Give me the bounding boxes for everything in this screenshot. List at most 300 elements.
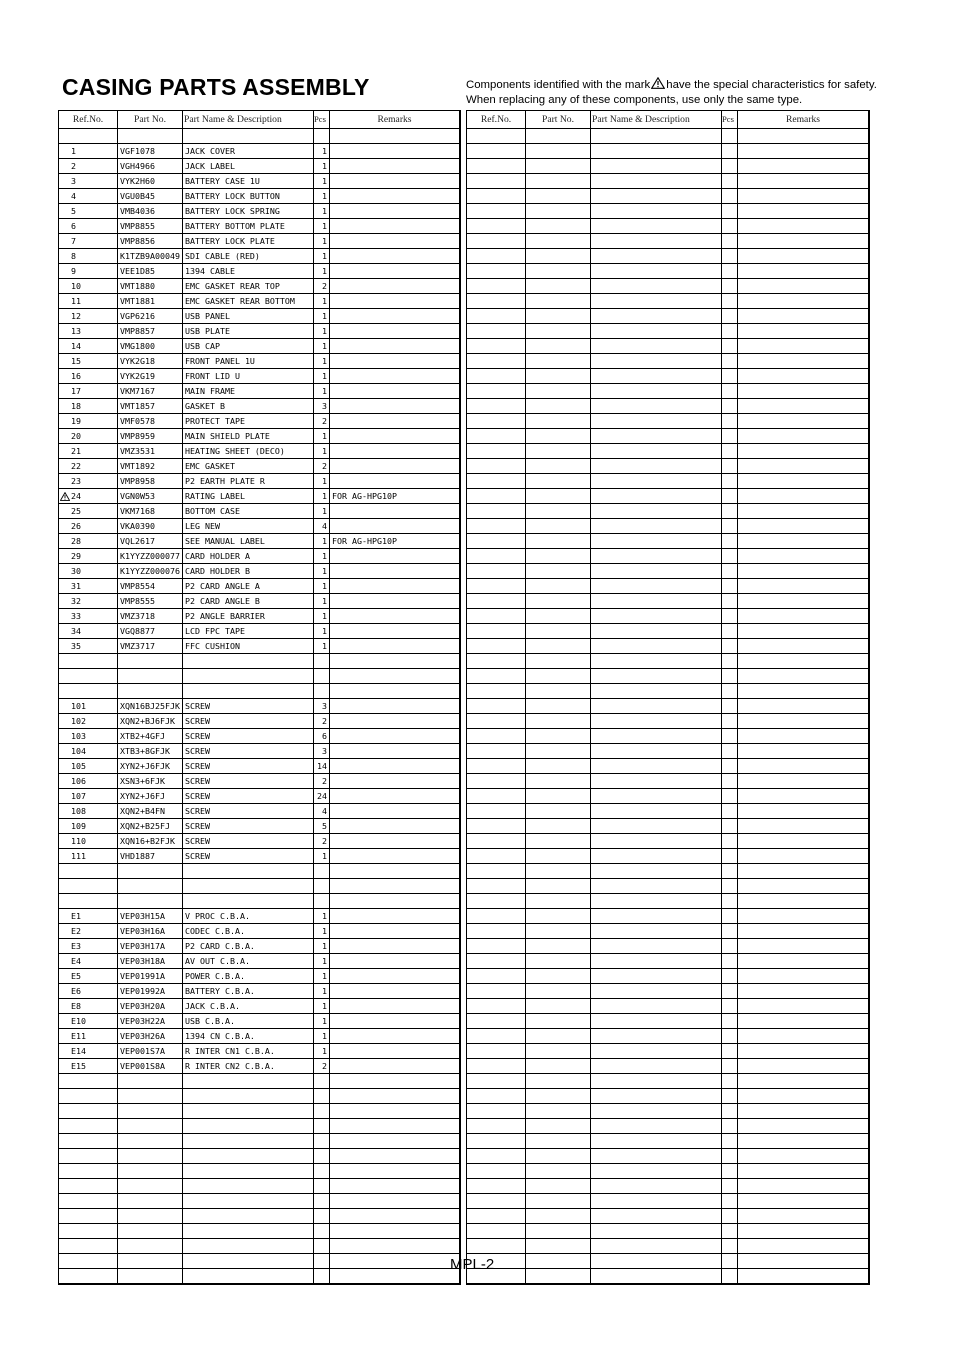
cell-pcs — [314, 1164, 330, 1178]
cell-part-no: XTB3+8GFJK — [118, 744, 183, 758]
cell-pcs — [722, 1179, 738, 1193]
cell-part-no: VKM7167 — [118, 384, 183, 398]
cell-remarks — [738, 279, 868, 293]
cell-pcs: 1 — [314, 249, 330, 263]
cell-ref-no — [467, 699, 526, 713]
cell-part-no: VEP01992A — [118, 984, 183, 998]
table-row — [59, 1254, 459, 1269]
cell-remarks — [330, 444, 459, 458]
cell-remarks — [738, 954, 868, 968]
cell-remarks — [738, 654, 868, 668]
table-row — [59, 1194, 459, 1209]
cell-part-no: VMZ3531 — [118, 444, 183, 458]
cell-part-no: VEP03H18A — [118, 954, 183, 968]
table-row — [59, 1239, 459, 1254]
cell-pcs — [722, 369, 738, 383]
cell-pcs — [722, 1194, 738, 1208]
cell-remarks — [738, 549, 868, 563]
table-row — [467, 279, 868, 294]
cell-pcs — [314, 669, 330, 683]
cell-ref-no: 103 — [59, 729, 118, 743]
cell-part-no — [526, 414, 591, 428]
table-row — [467, 894, 868, 909]
cell-pcs: 1 — [314, 909, 330, 923]
cell-part-no — [526, 969, 591, 983]
cell-part-name: USB PLATE — [183, 324, 314, 338]
cell-part-name — [183, 129, 314, 143]
cell-part-no — [526, 774, 591, 788]
cell-ref-no — [467, 639, 526, 653]
cell-part-no — [526, 534, 591, 548]
cell-pcs: 1 — [314, 624, 330, 638]
table-row — [467, 204, 868, 219]
cell-ref-no: 13 — [59, 324, 118, 338]
cell-pcs: 1 — [314, 189, 330, 203]
cell-part-name — [591, 309, 722, 323]
cell-ref-no — [59, 654, 118, 668]
cell-ref-no: 28 — [59, 534, 118, 548]
cell-ref-no: 102 — [59, 714, 118, 728]
cell-part-no — [526, 174, 591, 188]
cell-remarks — [738, 1164, 868, 1178]
cell-part-name — [183, 894, 314, 908]
cell-pcs: 2 — [314, 279, 330, 293]
table-row — [467, 729, 868, 744]
cell-part-name: USB C.B.A. — [183, 1014, 314, 1028]
cell-part-name — [591, 894, 722, 908]
cell-ref-no — [467, 189, 526, 203]
cell-pcs — [722, 924, 738, 938]
cell-pcs — [722, 774, 738, 788]
table-row — [467, 1059, 868, 1074]
cell-part-name: FRONT PANEL 1U — [183, 354, 314, 368]
cell-part-name — [591, 1119, 722, 1133]
cell-part-name: BOTTOM CASE — [183, 504, 314, 518]
cell-pcs — [314, 1089, 330, 1103]
cell-remarks — [330, 369, 459, 383]
cell-part-name — [591, 489, 722, 503]
cell-pcs: 2 — [314, 459, 330, 473]
cell-remarks — [738, 639, 868, 653]
cell-pcs — [722, 594, 738, 608]
cell-part-name — [591, 609, 722, 623]
cell-part-name: BATTERY LOCK PLATE — [183, 234, 314, 248]
cell-remarks — [738, 1179, 868, 1193]
cell-remarks — [330, 774, 459, 788]
cell-remarks — [330, 999, 459, 1013]
cell-remarks — [330, 939, 459, 953]
cell-pcs: 1 — [314, 999, 330, 1013]
table-row — [467, 519, 868, 534]
cell-ref-no: 5 — [59, 204, 118, 218]
cell-pcs — [722, 564, 738, 578]
table-row — [467, 1044, 868, 1059]
cell-part-no — [526, 549, 591, 563]
table-row — [467, 144, 868, 159]
header-part-name: Part Name & Description — [183, 111, 314, 128]
table-row — [467, 159, 868, 174]
cell-pcs: 1 — [314, 204, 330, 218]
cell-part-no — [118, 1224, 183, 1238]
cell-ref-no: 33 — [59, 609, 118, 623]
cell-pcs: 4 — [314, 804, 330, 818]
cell-pcs — [722, 384, 738, 398]
cell-remarks — [738, 399, 868, 413]
table-row — [59, 639, 459, 654]
table-row — [467, 129, 868, 144]
cell-part-name: P2 CARD ANGLE B — [183, 594, 314, 608]
cell-remarks — [738, 354, 868, 368]
cell-remarks — [738, 219, 868, 233]
cell-part-no — [526, 864, 591, 878]
cell-ref-no — [467, 459, 526, 473]
table-row — [59, 1179, 459, 1194]
cell-pcs — [722, 219, 738, 233]
header-part-no: Part No. — [118, 111, 183, 128]
cell-part-name: JACK COVER — [183, 144, 314, 158]
cell-part-no: VEP001S8A — [118, 1059, 183, 1073]
table-row — [467, 789, 868, 804]
cell-pcs: 2 — [314, 1059, 330, 1073]
cell-remarks — [738, 234, 868, 248]
cell-remarks — [330, 1059, 459, 1073]
cell-remarks — [330, 1119, 459, 1133]
table-row — [467, 954, 868, 969]
cell-remarks — [330, 324, 459, 338]
cell-part-no: VEP03H20A — [118, 999, 183, 1013]
cell-pcs: 1 — [314, 969, 330, 983]
table-row — [467, 1014, 868, 1029]
cell-part-name — [591, 969, 722, 983]
cell-remarks: FOR AG-HPG10P — [332, 491, 397, 501]
cell-pcs — [314, 1149, 330, 1163]
cell-part-name: P2 EARTH PLATE R — [183, 474, 314, 488]
cell-part-name — [591, 144, 722, 158]
cell-ref-no: 15 — [59, 354, 118, 368]
table-row — [59, 1149, 459, 1164]
cell-remarks — [738, 1194, 868, 1208]
cell-pcs — [722, 1059, 738, 1073]
cell-remarks — [738, 669, 868, 683]
cell-pcs — [722, 1134, 738, 1148]
cell-pcs — [722, 669, 738, 683]
table-row — [59, 684, 459, 699]
cell-ref-no — [467, 954, 526, 968]
cell-remarks — [330, 849, 459, 863]
cell-part-no — [118, 1089, 183, 1103]
cell-part-name — [591, 294, 722, 308]
cell-ref-no: E2 — [59, 924, 118, 938]
cell-remarks — [330, 714, 459, 728]
cell-part-name — [183, 1179, 314, 1193]
cell-pcs — [722, 1164, 738, 1178]
table-row — [467, 354, 868, 369]
cell-part-no: VMP8857 — [118, 324, 183, 338]
cell-ref-no — [467, 744, 526, 758]
table-row — [59, 369, 459, 384]
cell-pcs: 1 — [314, 324, 330, 338]
cell-remarks — [330, 204, 459, 218]
cell-part-no: VGH4966 — [118, 159, 183, 173]
table-row — [59, 399, 459, 414]
cell-remarks — [738, 384, 868, 398]
cell-remarks — [330, 624, 459, 638]
table-row — [59, 939, 459, 954]
cell-ref-no — [467, 924, 526, 938]
cell-part-name — [591, 519, 722, 533]
cell-part-no — [526, 654, 591, 668]
cell-remarks — [330, 219, 459, 233]
cell-part-name — [183, 1209, 314, 1223]
cell-pcs: 1 — [314, 564, 330, 578]
table-row — [59, 924, 459, 939]
cell-remarks — [330, 1029, 459, 1043]
cell-part-name — [591, 504, 722, 518]
cell-remarks — [738, 774, 868, 788]
cell-remarks — [738, 249, 868, 263]
cell-part-no — [526, 939, 591, 953]
cell-part-no — [118, 1164, 183, 1178]
cell-remarks — [330, 174, 459, 188]
cell-pcs — [722, 1029, 738, 1043]
cell-remarks — [738, 1119, 868, 1133]
cell-part-no — [526, 1074, 591, 1088]
cell-ref-no: 14 — [59, 339, 118, 353]
cell-part-no: VEP03H17A — [118, 939, 183, 953]
cell-part-no — [526, 129, 591, 143]
cell-part-no: VMP8855 — [118, 219, 183, 233]
table-row — [59, 519, 459, 534]
cell-remarks — [330, 399, 459, 413]
cell-part-no — [526, 639, 591, 653]
cell-part-name: CODEC C.B.A. — [183, 924, 314, 938]
table-row — [467, 864, 868, 879]
table-row — [59, 474, 459, 489]
cell-remarks — [738, 1149, 868, 1163]
warning-triangle-icon — [651, 77, 665, 94]
cell-part-no — [526, 879, 591, 893]
cell-pcs — [722, 969, 738, 983]
cell-ref-no — [467, 1014, 526, 1028]
cell-ref-no — [59, 1089, 118, 1103]
cell-ref-no — [467, 1209, 526, 1223]
cell-pcs — [722, 414, 738, 428]
cell-part-name — [591, 699, 722, 713]
cell-ref-no — [467, 1059, 526, 1073]
cell-ref-no: 18 — [59, 399, 118, 413]
cell-pcs — [722, 579, 738, 593]
cell-part-no — [118, 1104, 183, 1118]
cell-part-no: XQN16BJ25FJK — [118, 699, 183, 713]
cell-part-no — [118, 879, 183, 893]
cell-pcs: 1 — [314, 384, 330, 398]
cell-remarks — [738, 339, 868, 353]
cell-remarks — [738, 819, 868, 833]
table-row — [59, 414, 459, 429]
cell-remarks — [330, 1209, 459, 1223]
cell-remarks — [330, 249, 459, 263]
cell-pcs — [722, 714, 738, 728]
cell-part-no — [118, 1239, 183, 1253]
safety-note-line-2: When replacing any of these components, use only the same type. — [466, 93, 803, 106]
cell-part-name — [591, 684, 722, 698]
page-title: CASING PARTS ASSEMBLY — [62, 74, 370, 100]
cell-remarks — [330, 924, 459, 938]
table-row — [59, 624, 459, 639]
table-row — [467, 474, 868, 489]
table-row — [59, 1089, 459, 1104]
cell-part-name: FFC CUSHION — [183, 639, 314, 653]
cell-part-no: VMP8958 — [118, 474, 183, 488]
cell-remarks — [738, 1239, 868, 1253]
cell-part-name — [183, 1194, 314, 1208]
cell-ref-no — [467, 789, 526, 803]
cell-ref-no — [467, 714, 526, 728]
cell-ref-no: 29 — [59, 549, 118, 563]
cell-pcs — [722, 639, 738, 653]
cell-part-no: XQN2+BJ6FJK — [118, 714, 183, 728]
cell-pcs — [722, 504, 738, 518]
cell-part-name: RATING LABEL — [183, 489, 314, 503]
table-row — [467, 879, 868, 894]
cell-remarks — [330, 309, 459, 323]
cell-part-no — [526, 264, 591, 278]
cell-part-no: VMZ3717 — [118, 639, 183, 653]
cell-ref-no — [59, 894, 118, 908]
table-row — [59, 774, 459, 789]
cell-part-name — [591, 924, 722, 938]
cell-remarks — [330, 819, 459, 833]
table-body — [59, 129, 459, 1283]
table-row — [59, 564, 459, 579]
cell-remarks — [330, 414, 459, 428]
cell-part-no: VKM7168 — [118, 504, 183, 518]
cell-part-name — [591, 744, 722, 758]
cell-pcs: 1 — [314, 234, 330, 248]
cell-remarks — [738, 804, 868, 818]
table-row — [59, 144, 459, 159]
cell-part-name — [183, 1134, 314, 1148]
cell-ref-no — [467, 309, 526, 323]
cell-remarks — [330, 1089, 459, 1103]
cell-ref-no — [467, 774, 526, 788]
cell-part-no — [526, 219, 591, 233]
cell-part-name — [591, 1044, 722, 1058]
safety-note — [466, 77, 877, 107]
cell-ref-no — [467, 564, 526, 578]
cell-ref-no — [467, 159, 526, 173]
cell-ref-no — [59, 1239, 118, 1253]
cell-part-no: VEP03H16A — [118, 924, 183, 938]
cell-part-name — [591, 1134, 722, 1148]
cell-remarks — [738, 519, 868, 533]
table-row — [467, 759, 868, 774]
cell-part-no — [526, 609, 591, 623]
table-row — [467, 969, 868, 984]
table-row — [467, 654, 868, 669]
cell-remarks — [738, 894, 868, 908]
page-number: MPL-2 — [450, 1256, 495, 1273]
cell-pcs — [314, 1239, 330, 1253]
cell-part-name — [591, 354, 722, 368]
cell-remarks — [738, 984, 868, 998]
table-row — [467, 1224, 868, 1239]
cell-remarks — [738, 204, 868, 218]
cell-ref-no: 105 — [59, 759, 118, 773]
cell-remarks — [738, 189, 868, 203]
table-row — [467, 609, 868, 624]
cell-part-name: 1394 CABLE — [183, 264, 314, 278]
table-row — [59, 324, 459, 339]
cell-part-no — [118, 684, 183, 698]
cell-pcs — [722, 519, 738, 533]
cell-part-name — [591, 324, 722, 338]
cell-part-no — [526, 1209, 591, 1223]
cell-remarks — [330, 354, 459, 368]
cell-part-name: USB CAP — [183, 339, 314, 353]
cell-part-no — [526, 564, 591, 578]
cell-remarks — [330, 1269, 459, 1283]
cell-pcs — [722, 684, 738, 698]
table-row — [467, 219, 868, 234]
cell-remarks — [330, 669, 459, 683]
cell-part-no — [526, 249, 591, 263]
cell-remarks — [330, 384, 459, 398]
table-row — [59, 789, 459, 804]
cell-ref-no: 20 — [59, 429, 118, 443]
table-row — [59, 489, 459, 504]
cell-part-name — [591, 849, 722, 863]
table-row — [467, 744, 868, 759]
cell-part-name: EMC GASKET REAR BOTTOM — [183, 294, 314, 308]
cell-part-no: VMT1880 — [118, 279, 183, 293]
cell-part-no — [526, 1164, 591, 1178]
cell-part-name — [591, 1209, 722, 1223]
cell-ref-no: 12 — [59, 309, 118, 323]
cell-ref-no: 109 — [59, 819, 118, 833]
cell-ref-no: 101 — [59, 699, 118, 713]
cell-part-no: VEE1D85 — [118, 264, 183, 278]
cell-remarks — [330, 339, 459, 353]
cell-part-name — [591, 1074, 722, 1088]
cell-remarks — [738, 264, 868, 278]
cell-ref-no: 2 — [59, 159, 118, 173]
cell-part-no: VGN0W53 — [118, 489, 183, 503]
cell-ref-no — [59, 1254, 118, 1268]
cell-part-name — [591, 654, 722, 668]
cell-part-no — [526, 834, 591, 848]
table-row — [467, 1254, 868, 1269]
cell-ref-no — [467, 969, 526, 983]
cell-remarks — [738, 414, 868, 428]
ref-no-text: 24 — [71, 491, 81, 501]
cell-pcs: 1 — [314, 504, 330, 518]
cell-part-name: JACK C.B.A. — [183, 999, 314, 1013]
cell-remarks — [330, 909, 459, 923]
cell-part-name — [591, 864, 722, 878]
cell-ref-no — [467, 909, 526, 923]
cell-part-name — [591, 669, 722, 683]
cell-part-name: P2 CARD ANGLE A — [183, 579, 314, 593]
cell-remarks — [738, 174, 868, 188]
cell-part-name: SCREW — [183, 804, 314, 818]
table-row — [467, 669, 868, 684]
safety-note-text-after: have the special characteristics for safety. — [666, 79, 877, 91]
table-row — [467, 369, 868, 384]
cell-remarks — [330, 834, 459, 848]
cell-ref-no: 31 — [59, 579, 118, 593]
cell-remarks — [738, 999, 868, 1013]
